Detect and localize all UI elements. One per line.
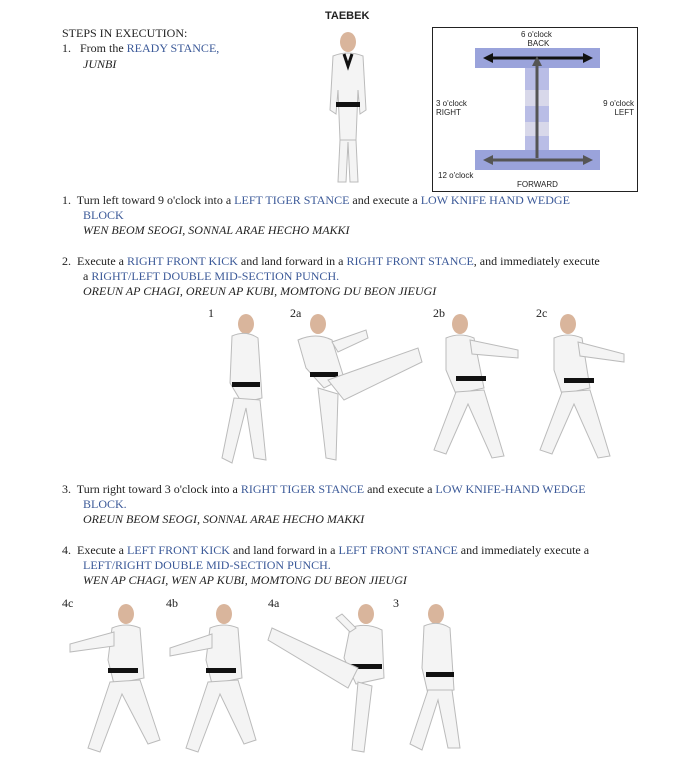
diagram-bottom: FORWARD	[517, 180, 558, 189]
figure-3	[410, 604, 460, 750]
diagram-left-1: 3 o'clock	[436, 99, 467, 108]
step-1-num: 1.	[62, 193, 71, 207]
step-4-b2: LEFT FRONT STANCE	[338, 543, 458, 557]
step-2-korean: OREUN AP CHAGI, OREUN AP KUBI, MOMTONG DU BEON JIEUGI	[83, 284, 437, 298]
step-4-t1: Execute a	[77, 543, 124, 557]
step-2-t3: , and immediately execute	[473, 254, 600, 268]
photo-3-tiger-stance	[404, 598, 474, 760]
photo-label-4a: 4a	[268, 596, 280, 610]
step-3-t2: and execute a	[367, 482, 433, 496]
direction-diagram	[432, 27, 638, 192]
figure-1	[222, 314, 266, 463]
diagram-top	[521, 30, 552, 48]
figure-4b	[170, 604, 256, 752]
step-2-b1: RIGHT FRONT KICK	[126, 254, 238, 268]
figure-4c	[70, 604, 160, 752]
photo-label-4b: 4b	[166, 596, 178, 610]
step-4-t3: and immediately execute a	[460, 543, 590, 557]
photo-4a-front-kick	[266, 598, 396, 760]
diagram-top-1: 6 o'clock	[521, 30, 552, 39]
photo-2a-front-kick	[288, 308, 428, 470]
step-1-t2: and execute a	[352, 193, 418, 207]
step-1-t1: Turn left toward 9 o'clock into a	[76, 193, 232, 207]
figure-4a	[268, 604, 384, 752]
step-4-korean: WEN AP CHAGI, WEN AP KUBI, MOMTONG DU BEON JIEUGI	[83, 573, 407, 587]
diagram-top-2: BACK	[527, 39, 550, 48]
ready-stance-photo	[318, 30, 378, 190]
step-2-t2: and land forward in a	[240, 254, 344, 268]
step-4-b3: LEFT/RIGHT DOUBLE MID-SECTION PUNCH.	[83, 558, 331, 572]
step-1	[62, 193, 570, 238]
diagram-right-2: LEFT	[614, 108, 634, 117]
photo-4c-punch	[64, 598, 164, 760]
photo-label-1: 1	[208, 306, 214, 320]
diagram-right-1: 9 o'clock	[603, 99, 634, 108]
steps-heading: STEPS IN EXECUTION:	[62, 26, 188, 40]
figure-2c	[540, 314, 624, 458]
figure-2a	[298, 314, 422, 460]
step-3-b1: RIGHT TIGER STANCE	[240, 482, 365, 496]
step-3-korean: OREUN BEOM SEOGI, SONNAL ARAE HECHO MAKKI	[83, 512, 365, 526]
photo-label-2c: 2c	[536, 306, 548, 320]
photo-label-3: 3	[393, 596, 399, 610]
step-4	[62, 543, 589, 588]
step-3-b2: LOW KNIFE-HAND WEDGE	[435, 482, 586, 496]
diagram-right	[603, 99, 634, 117]
step-2-t1: Execute a	[77, 254, 124, 268]
step-1-korean: WEN BEOM SEOGI, SONNAL ARAE HECHO MAKKI	[83, 223, 350, 237]
photo-4b-punch	[166, 598, 261, 760]
intro-pre: From the	[80, 41, 124, 55]
step-3	[62, 482, 586, 527]
step-4-b1: LEFT FRONT KICK	[126, 543, 230, 557]
step-2-b2: RIGHT FRONT STANCE	[346, 254, 474, 268]
diagram-left-2: RIGHT	[436, 108, 461, 117]
photo-label-4c: 4c	[62, 596, 74, 610]
intro-korean: JUNBI	[83, 57, 117, 71]
photo-2c-punch	[536, 308, 631, 470]
figure-ready	[330, 32, 366, 182]
intro-num: 1.	[62, 41, 71, 55]
step-4-num: 4.	[62, 543, 71, 557]
intro-step	[62, 41, 219, 56]
diagram-bottom-left: 12 o'clock	[438, 171, 474, 180]
photo-label-2a: 2a	[290, 306, 302, 320]
step-1-b3: BLOCK	[83, 208, 124, 222]
photo-1-tiger-stance	[212, 308, 282, 470]
step-2-num: 2.	[62, 254, 71, 268]
photo-2b-punch	[432, 308, 527, 470]
page-title: TAEBEK	[325, 10, 370, 22]
step-3-t1: Turn right toward 3 o'clock into a	[76, 482, 238, 496]
step-2	[62, 254, 600, 299]
step-1-b1: LEFT TIGER STANCE	[234, 193, 350, 207]
step-1-b2: LOW KNIFE HAND WEDGE	[420, 193, 570, 207]
diagram-left	[436, 99, 467, 117]
figure-2b	[434, 314, 518, 458]
step-4-t2: and land forward in a	[232, 543, 336, 557]
step-3-b3: BLOCK.	[83, 497, 127, 511]
step-2-b3: RIGHT/LEFT DOUBLE MID-SECTION PUNCH.	[91, 269, 340, 283]
photo-label-2b: 2b	[433, 306, 445, 320]
step-2-t4: a	[83, 269, 89, 283]
step-3-num: 3.	[62, 482, 71, 496]
intro-stance: READY STANCE,	[126, 41, 220, 55]
